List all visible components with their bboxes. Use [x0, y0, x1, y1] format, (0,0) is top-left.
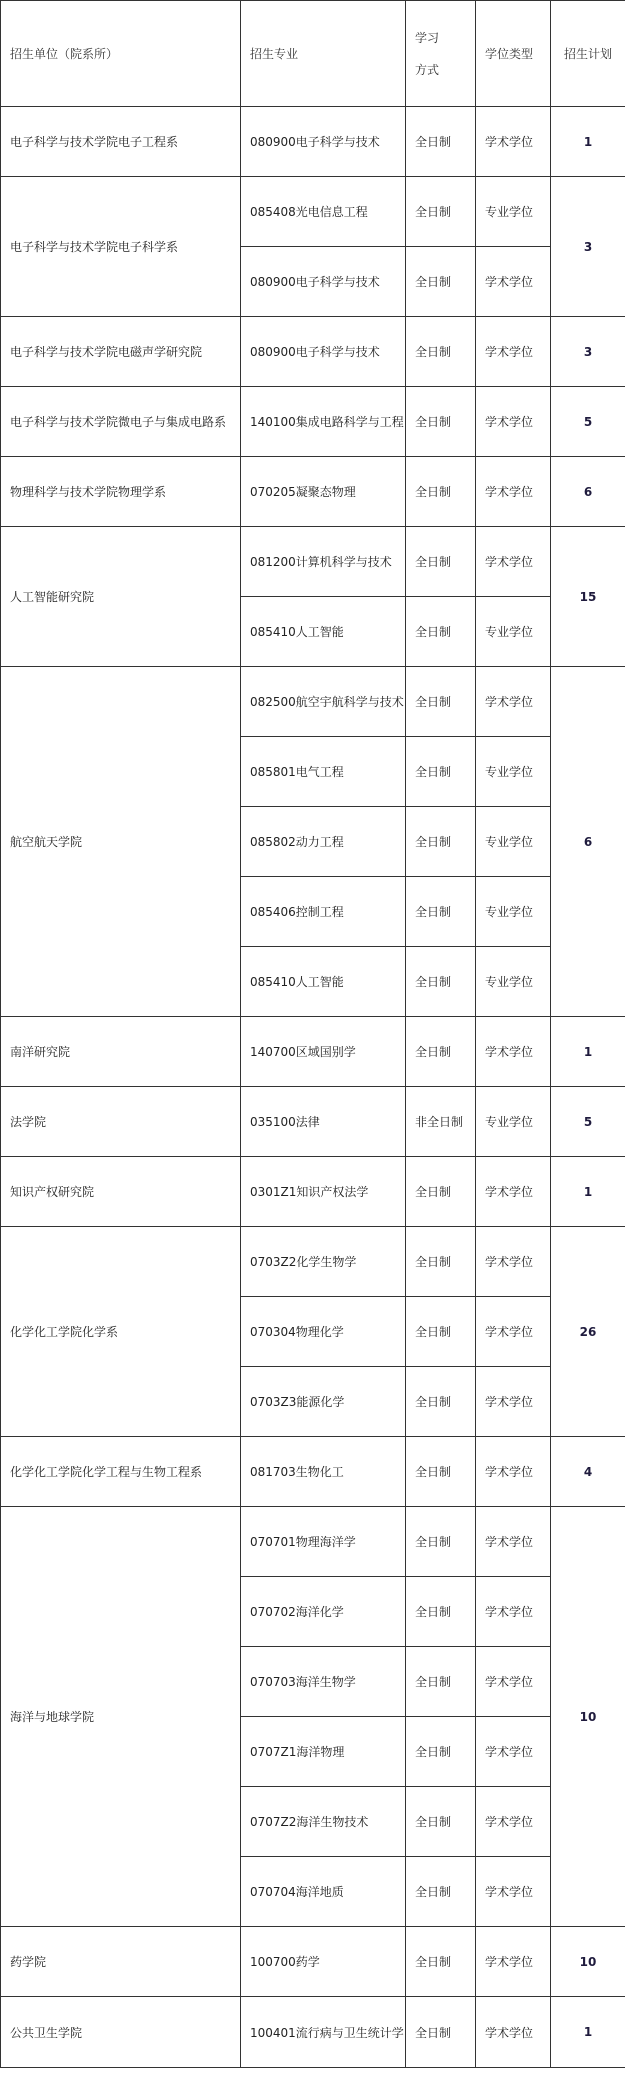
- major-cell: 081200计算机科学与技术: [241, 527, 406, 597]
- degree-type-cell: 学术学位: [476, 1857, 551, 1927]
- degree-type-cell: 学术学位: [476, 1017, 551, 1087]
- plan-cell: 5: [551, 1087, 625, 1157]
- unit-cell: 公共卫生学院: [1, 1997, 241, 2068]
- degree-type-cell: 专业学位: [476, 597, 551, 667]
- table-row: [1, 1227, 625, 1297]
- major-cell: 085408光电信息工程: [241, 177, 406, 247]
- study-mode-cell: 全日制: [406, 387, 476, 457]
- degree-type-cell: 学术学位: [476, 1157, 551, 1227]
- degree-type-cell: 学术学位: [476, 457, 551, 527]
- degree-type-cell: 学术学位: [476, 1297, 551, 1367]
- plan-cell: 4: [551, 1437, 625, 1507]
- study-mode-cell: 全日制: [406, 597, 476, 667]
- degree-type-cell: 专业学位: [476, 807, 551, 877]
- plan-cell: 1: [551, 107, 625, 177]
- study-mode-cell: 全日制: [406, 457, 476, 527]
- table-row: [1, 107, 625, 177]
- table-row: [1, 1157, 625, 1227]
- degree-type-cell: 学术学位: [476, 107, 551, 177]
- study-mode-cell: 全日制: [406, 1507, 476, 1577]
- degree-type-cell: 学术学位: [476, 1717, 551, 1787]
- table-row: [1, 667, 625, 737]
- major-cell: 080900电子科学与技术: [241, 247, 406, 317]
- major-cell: 140100集成电路科学与工程: [241, 387, 406, 457]
- plan-cell: 1: [551, 1157, 625, 1227]
- header-degree-type: 学位类型: [476, 1, 551, 107]
- major-cell: 070702海洋化学: [241, 1577, 406, 1647]
- major-cell: 080900电子科学与技术: [241, 107, 406, 177]
- study-mode-cell: 全日制: [406, 177, 476, 247]
- degree-type-cell: 学术学位: [476, 1577, 551, 1647]
- major-cell: 082500航空宇航科学与技术: [241, 667, 406, 737]
- major-cell: 0703Z3能源化学: [241, 1367, 406, 1437]
- study-mode-cell: 全日制: [406, 1297, 476, 1367]
- degree-type-cell: 专业学位: [476, 877, 551, 947]
- table-header-row: [1, 1, 625, 107]
- degree-type-cell: 学术学位: [476, 1647, 551, 1717]
- study-mode-cell: 全日制: [406, 947, 476, 1017]
- study-mode-cell: 全日制: [406, 1577, 476, 1647]
- major-cell: 085801电气工程: [241, 737, 406, 807]
- degree-type-cell: 专业学位: [476, 947, 551, 1017]
- degree-type-cell: 学术学位: [476, 1997, 551, 2068]
- unit-cell: 化学化工学院化学系: [1, 1227, 241, 1437]
- degree-type-cell: 学术学位: [476, 667, 551, 737]
- degree-type-cell: 专业学位: [476, 177, 551, 247]
- plan-cell: 15: [551, 527, 625, 667]
- unit-cell: 南洋研究院: [1, 1017, 241, 1087]
- study-mode-cell: 全日制: [406, 1157, 476, 1227]
- study-mode-cell: 全日制: [406, 1647, 476, 1717]
- plan-cell: 5: [551, 387, 625, 457]
- major-cell: 0707Z1海洋物理: [241, 1717, 406, 1787]
- header-study-mode: [406, 1, 476, 107]
- degree-type-cell: 学术学位: [476, 1437, 551, 1507]
- study-mode-cell: 全日制: [406, 1227, 476, 1297]
- plan-cell: 1: [551, 1017, 625, 1087]
- study-mode-cell: 全日制: [406, 1367, 476, 1437]
- study-mode-cell: 全日制: [406, 667, 476, 737]
- unit-cell: 人工智能研究院: [1, 527, 241, 667]
- table-body: [1, 1, 625, 2068]
- major-cell: 0703Z2化学生物学: [241, 1227, 406, 1297]
- header-unit: 招生单位（院系所）: [1, 1, 241, 107]
- degree-type-cell: 学术学位: [476, 317, 551, 387]
- major-cell: 085410人工智能: [241, 947, 406, 1017]
- table-row: [1, 387, 625, 457]
- study-mode-cell: 全日制: [406, 1437, 476, 1507]
- table-row: [1, 1997, 625, 2068]
- study-mode-cell: 全日制: [406, 1927, 476, 1997]
- major-cell: 085410人工智能: [241, 597, 406, 667]
- major-cell: 070703海洋生物学: [241, 1647, 406, 1717]
- degree-type-cell: 学术学位: [476, 1507, 551, 1577]
- degree-type-cell: 学术学位: [476, 1367, 551, 1437]
- degree-type-cell: 学术学位: [476, 1787, 551, 1857]
- table-row: [1, 1087, 625, 1157]
- major-cell: 100401流行病与卫生统计学: [241, 1997, 406, 2068]
- table-row: [1, 1437, 625, 1507]
- major-cell: 085802动力工程: [241, 807, 406, 877]
- major-cell: 085406控制工程: [241, 877, 406, 947]
- unit-cell: 电子科学与技术学院微电子与集成电路系: [1, 387, 241, 457]
- major-cell: 035100法律: [241, 1087, 406, 1157]
- major-cell: 070304物理化学: [241, 1297, 406, 1367]
- major-cell: 070701物理海洋学: [241, 1507, 406, 1577]
- degree-type-cell: 学术学位: [476, 527, 551, 597]
- study-mode-cell: 全日制: [406, 1787, 476, 1857]
- study-mode-cell: 全日制: [406, 527, 476, 597]
- plan-cell: 10: [551, 1927, 625, 1997]
- study-mode-cell: 全日制: [406, 1997, 476, 2068]
- major-cell: 081703生物化工: [241, 1437, 406, 1507]
- plan-cell: 3: [551, 317, 625, 387]
- table-row: [1, 177, 625, 247]
- degree-type-cell: 学术学位: [476, 387, 551, 457]
- unit-cell: 电子科学与技术学院电磁声学研究院: [1, 317, 241, 387]
- study-mode-cell: 全日制: [406, 317, 476, 387]
- unit-cell: 化学化工学院化学工程与生物工程系: [1, 1437, 241, 1507]
- major-cell: 0707Z2海洋生物技术: [241, 1787, 406, 1857]
- study-mode-cell: 全日制: [406, 1857, 476, 1927]
- table-row: [1, 527, 625, 597]
- plan-cell: 26: [551, 1227, 625, 1437]
- header-major: 招生专业: [241, 1, 406, 107]
- plan-cell: 6: [551, 457, 625, 527]
- unit-cell: 航空航天学院: [1, 667, 241, 1017]
- study-mode-cell: 全日制: [406, 877, 476, 947]
- header-plan: 招生计划: [551, 1, 625, 107]
- plan-cell: 3: [551, 177, 625, 317]
- study-mode-cell: 全日制: [406, 1017, 476, 1087]
- plan-cell: 10: [551, 1507, 625, 1927]
- unit-cell: 电子科学与技术学院电子科学系: [1, 177, 241, 317]
- unit-cell: 法学院: [1, 1087, 241, 1157]
- degree-type-cell: 学术学位: [476, 247, 551, 317]
- table-row: [1, 317, 625, 387]
- header-study-mode-label: 学习方式: [415, 30, 440, 77]
- unit-cell: 电子科学与技术学院电子工程系: [1, 107, 241, 177]
- plan-cell: 6: [551, 667, 625, 1017]
- table-row: [1, 1507, 625, 1577]
- major-cell: 100700药学: [241, 1927, 406, 1997]
- study-mode-cell: 全日制: [406, 107, 476, 177]
- table-row: [1, 457, 625, 527]
- study-mode-cell: 全日制: [406, 807, 476, 877]
- major-cell: 080900电子科学与技术: [241, 317, 406, 387]
- major-cell: 070704海洋地质: [241, 1857, 406, 1927]
- study-mode-cell: 全日制: [406, 737, 476, 807]
- unit-cell: 知识产权研究院: [1, 1157, 241, 1227]
- major-cell: 140700区域国别学: [241, 1017, 406, 1087]
- unit-cell: 海洋与地球学院: [1, 1507, 241, 1927]
- degree-type-cell: 专业学位: [476, 1087, 551, 1157]
- major-cell: 0301Z1知识产权法学: [241, 1157, 406, 1227]
- table-row: [1, 1017, 625, 1087]
- degree-type-cell: 学术学位: [476, 1227, 551, 1297]
- degree-type-cell: 专业学位: [476, 737, 551, 807]
- study-mode-cell: 全日制: [406, 247, 476, 317]
- degree-type-cell: 学术学位: [476, 1927, 551, 1997]
- table-row: [1, 1927, 625, 1997]
- study-mode-cell: 全日制: [406, 1717, 476, 1787]
- unit-cell: 物理科学与技术学院物理学系: [1, 457, 241, 527]
- major-cell: 070205凝聚态物理: [241, 457, 406, 527]
- plan-cell: 1: [551, 1997, 625, 2068]
- study-mode-cell: 非全日制: [406, 1087, 476, 1157]
- unit-cell: 药学院: [1, 1927, 241, 1997]
